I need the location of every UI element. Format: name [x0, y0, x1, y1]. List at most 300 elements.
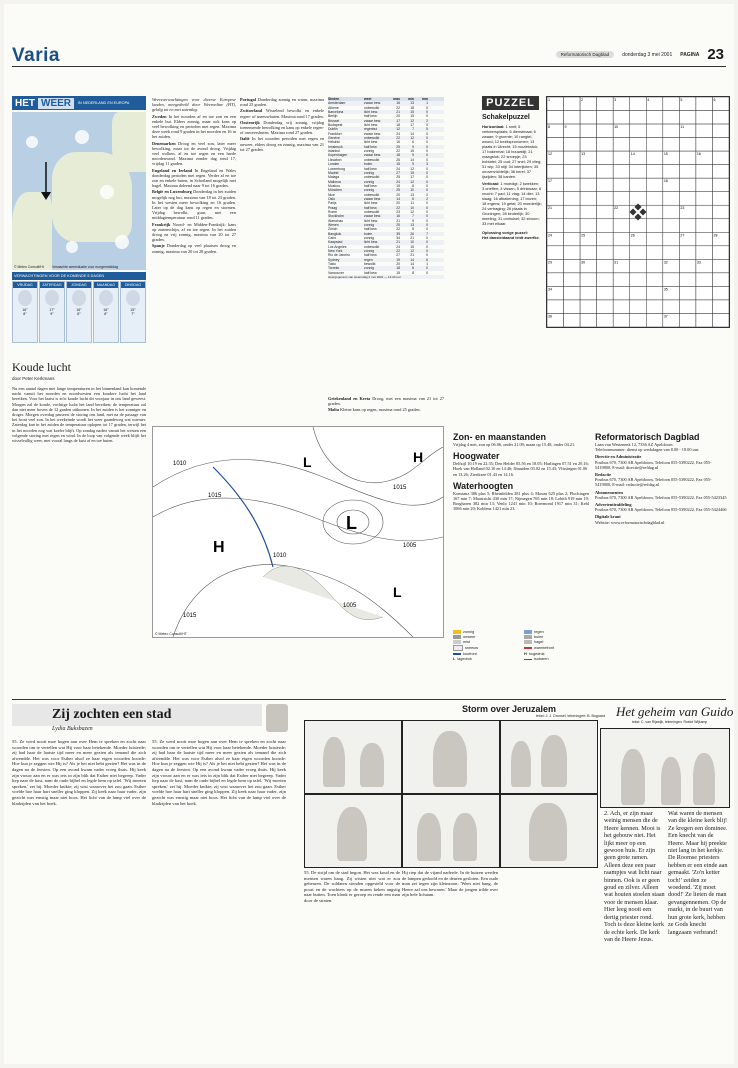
table-row: Cairo zonnig 34 21 0	[328, 236, 428, 240]
crossword-cell	[630, 138, 647, 152]
table-row: Luxemburg half bew. 24 12 0	[328, 166, 428, 171]
thunder-icon	[453, 635, 461, 639]
crossword-number: 35	[663, 287, 668, 292]
crossword-cell	[679, 286, 696, 300]
crossword-cell	[712, 273, 729, 287]
crossword-number: 12	[548, 152, 552, 157]
crossword-cell	[663, 205, 680, 219]
isobar-label: 1005	[403, 543, 417, 549]
sun-moon-title: Zon- en maanstanden	[453, 432, 547, 442]
crossword-cell	[564, 151, 581, 165]
crossword-cell	[679, 259, 696, 273]
table-row: Istanbul zonnig 22 15 0	[328, 149, 428, 154]
table-row: Nice onbewolkt 20 13 0	[328, 192, 428, 197]
table-row: Oslo zwaar bew. 14 6 2	[328, 197, 444, 201]
crossword-cell	[663, 97, 683, 111]
table-row: Praag half bew. 22 10 0	[328, 206, 444, 210]
crossword-cell	[646, 259, 663, 273]
weather-brand	[12, 96, 146, 110]
crossword-cell	[580, 286, 597, 300]
section-title: Varia	[12, 45, 60, 66]
crossword-number: 9	[564, 125, 567, 130]
crossword-cell	[547, 111, 564, 125]
table-row: Rome onbewolkt 23 12 0	[328, 209, 428, 214]
crossword-cell	[613, 111, 630, 125]
weather-brand-het: HET	[15, 97, 35, 109]
crossword-cell	[646, 300, 663, 314]
crossword-number: 22	[614, 206, 619, 211]
isobar-label: 1010	[273, 553, 287, 559]
crossword-cell	[712, 124, 729, 138]
crossword-cell	[712, 286, 729, 300]
table-row: Kaapstad licht bew. 21 10 0	[328, 240, 444, 244]
weather-icon	[126, 290, 140, 306]
crossword-cell	[712, 138, 729, 152]
guido-verse-2: Wat waren de mensen van die kleine kerk blij! Ze kregen een dominee. Een knecht van de Heere. Maar hij preekte niet lang in het kerkje. De Roomse priesters hebben er een einde aan gemaakt. 'Zo'n ketter toch!' zeiden ze woedend. 'Zij moet dood!' Ze lieten de man gevangennemen. Op de markt, in de buurt van hun grote kerk, hebben ze Gods knecht langzaam verbrand!	[668, 810, 728, 936]
crossword-svg	[547, 97, 729, 327]
crossword-cell	[564, 300, 581, 314]
table-row: Vancouver half bew. 15 8 0	[328, 270, 428, 275]
crossword-cell	[646, 232, 663, 246]
crossword-number: 11	[680, 125, 685, 130]
table-row: Budapest licht bew. 18 17 0	[328, 123, 428, 128]
low-pressure-label: L	[393, 584, 402, 600]
weather-symbol-cloud	[66, 241, 78, 253]
crossword-cell	[696, 232, 713, 246]
crossword-cell	[630, 246, 647, 260]
crossword-cell	[597, 313, 614, 327]
crossword-cell	[696, 219, 713, 233]
crossword-cell	[696, 205, 713, 219]
crossword-cell	[663, 111, 680, 125]
crossword-cell	[564, 246, 581, 260]
crossword-cell	[696, 286, 713, 300]
storm-headline: Storm over Jeruzalem	[462, 704, 557, 714]
guido-verse-1: 2. Ach, er zijn maar weinig mensen die de Heere kennen. Mooi is het gebouw niet. Het lijkt meer op een gewoon huis. Er zijn geen grote ramen. Alleen deze een paar raampjes wat licht naar binnen. Ook is er geen goud en zilver. Alleen wat houten stoelen staan voor de mensen klaar. Hier leeg nooit een dertig priester rond. Toch is deze kleine kerk de echte kerk. De kerk van de Heere Jezus.	[604, 810, 665, 943]
crossword-number: 4	[647, 98, 650, 102]
crossword-cell	[597, 178, 614, 192]
newspaper-page	[4, 4, 734, 1064]
table-row: Mallorca zonnig 24 12 0	[328, 180, 444, 184]
section-divider	[12, 699, 726, 700]
crossword-cell	[663, 219, 680, 233]
crossword-cell	[564, 165, 581, 179]
puzzle-title: Schakelpuzzel	[482, 114, 530, 121]
crossword-cell	[564, 273, 581, 287]
low-pressure-label: L	[346, 513, 357, 533]
crossword-cell	[663, 165, 680, 179]
table-row: Toronto zonnig 18 6 0	[328, 266, 444, 270]
crossword-cell	[679, 246, 696, 260]
crossword-cell	[712, 259, 729, 273]
legend-item: sneeuw	[453, 645, 518, 651]
waterhoogten-title: Waterhoogten	[453, 480, 514, 491]
weather-symbol-cloud	[75, 130, 89, 144]
crossword-cell	[580, 165, 597, 179]
colophon: Reformatorisch Dagblad Laan van Westenenk 12, 7336 AZ Apeldoorn Telefoonnummer: dienst op werkdagen van 8.00 - 18.00 uur. Directie en Administratie Postbus 670, 7300 AR Apeldoorn, Telefoon 055-5390222, Fax 055-5419800, E-mail: directie@refdag.nl Redactie Postbus 670, 7300 AR Apeldoorn, Telefoon 055-5390222, Fax 055-5419800, E-mail: redactie@refdag.nl Abonnementen Postbus 670, 7300 AR Apeldoorn, Telefoon 055-5390222, Fax 055-5423345 Advertentieafdeling Postbus 670, 7300 AR Apeldoorn, Telefoon 055-5390222, Fax 055-5424466 Digitale krant Website: www.reformatorischdagblad.nl	[595, 432, 727, 525]
isobar-line	[153, 460, 443, 506]
crossword-cell	[696, 165, 713, 179]
header-date: donderdag 3 mei 2001	[622, 51, 673, 58]
crossword-cell	[646, 273, 663, 287]
crossword-cell	[696, 178, 713, 192]
crossword-number: 18	[663, 179, 668, 184]
crossword-cell	[646, 205, 663, 219]
weather-brand-subtitle: IN NEDERLAND EN EUROPA	[78, 101, 130, 105]
weather-symbol-cloud	[115, 235, 129, 249]
crossword-cell	[630, 111, 647, 125]
guido-credit: tekst: C. van Rijswijk, tekeningen: Roelof Wijkamp	[632, 720, 708, 724]
crossword-cell	[630, 124, 647, 138]
crossword-cell	[580, 124, 597, 138]
crossword-cell	[597, 165, 614, 179]
crossword-number: 36	[548, 314, 552, 319]
crossword-cell	[696, 313, 713, 327]
colophon-title: Reformatorisch Dagblad	[595, 432, 700, 442]
crossword-number: 5	[680, 98, 683, 102]
table-row: Dublin regenbui 12 7 5	[328, 127, 444, 131]
crossword-number: 37	[663, 314, 668, 319]
comic-panel	[500, 720, 598, 794]
legend-item: isobaren	[524, 657, 589, 661]
crossword-cell	[564, 178, 581, 192]
crossword-cell	[580, 138, 597, 152]
crossword-cell	[646, 178, 663, 192]
table-row: Warschau licht bew. 21 9 0	[328, 218, 428, 223]
comic-panel	[402, 794, 500, 868]
comic-panel	[304, 794, 402, 868]
crossword-cell	[580, 300, 597, 314]
table-header: Steden weer max min mm	[328, 97, 444, 101]
crossword-cell	[613, 151, 630, 165]
crossword-cell	[679, 192, 696, 206]
crossword-cell	[564, 259, 581, 273]
weather-icon	[45, 290, 59, 306]
crossword-cell	[613, 192, 630, 206]
crossword-cell	[696, 97, 716, 111]
crossword-number: 16	[696, 152, 701, 157]
map-legend	[453, 630, 589, 686]
table-row: Moskou half bew. 15 8 0	[328, 183, 428, 188]
crossword-cell	[613, 232, 630, 246]
crossword-cell	[613, 165, 630, 179]
table-row: Madrid zonnig 27 15 0	[328, 171, 444, 175]
legend-item: hagel	[524, 640, 589, 644]
crossword-cell	[712, 178, 729, 192]
crossword-cell	[580, 192, 597, 206]
crossword-cell	[696, 111, 713, 125]
crossword-cell	[597, 205, 614, 219]
crossword-cell	[580, 111, 597, 125]
cold-front-icon	[453, 653, 461, 655]
crossword-cell	[646, 138, 663, 152]
crossword-cell	[712, 313, 729, 327]
crossword-grid[interactable]	[546, 96, 730, 328]
legend-item: onweer	[453, 635, 518, 639]
forecast-day: ZONDAG 16° 8°	[66, 281, 92, 343]
crossword-cell	[712, 205, 729, 219]
isobar-line	[153, 498, 443, 541]
legend-item: H hogedruk	[524, 652, 545, 656]
crossword-number: 10	[614, 125, 619, 130]
sun-moon-text: Vrijdag 4 mei, zon op 06.06, onder 21.09; maan op 15.48, onder 04.21.	[453, 442, 576, 447]
pressure-map-svg	[153, 427, 443, 637]
crossword-number: 6	[713, 98, 716, 102]
guido-illustration	[600, 728, 730, 808]
table-row: New York zonnig 22 12 0	[328, 249, 444, 253]
europe-forecast-col1: Weersverwachtingen voor diverse Europese landen, meegedeeld door Weeronline (HT), geldig tot en met zaterdag. Zweden In het noorden af en toe zon en een enkele bui. Elders zonnig, maar ook kans op veel bewolking en perioden met regen. Maxima deze week rond 9 graden in het noorden en 16 in het zuiden. Denemarken Droog en veel zon, later meer bewolking, maar tot de avond droog. Vrijdag veel wolken, af en toe regen en een harde noordenwind. Maxima zonder dag rond 17, vrijdag 11 graden. Engeland en Ierland In Engeland en Wales donderdag perioden met regen. Verder af en toe zon en enkele buien, in Schotland mogelijk met hagel. Maxima daleend naar 9 tot 16 graden. België en Luxemburg Donderdag in het zuiden mogelijk nog bui, maxima van 18 tot 23 graden. In het westen meer bewolking en 16 graden. Later op de dag kans op regen en stormen. Vrijdag bewolkt, guur, met een middagtemperatuur rond 11 graden. Frankrijk Noord- en Midden-Frankrijk: kans op zonneschijn, af en toe regen. In het zuiden droog en vrij zonnig, maxima van 20 tot 27 graden. Spanje Donderdag op veel plaatsen droog en zonnig, maxima van 20 tot 28 graden.	[152, 97, 236, 254]
table-row: Sydney regen 19 14 6	[328, 258, 444, 262]
crossword-cell	[613, 313, 630, 327]
storm-text-col1: 55. De strijd om de stad begon. Het was koud en de mensen waren bang. Zij wisten niet wat er zou gebeuren. De soldaten stonden opgesteld voor de poort en de wachters op de muren keken angstig naar buiten. Toen klonk er geroep en rende een man door de straten.	[304, 870, 400, 903]
bigmap-credit: © Meteo Consult/HT	[155, 632, 187, 636]
puzzle-brand: PUZZEL	[482, 96, 539, 110]
crossword-cell	[679, 300, 696, 314]
crossword-cell	[580, 246, 597, 260]
crossword-cell	[630, 259, 647, 273]
weather-icon	[99, 290, 113, 306]
crossword-cell	[712, 111, 729, 125]
hoogwater-text: Delfzijl 10.19 en 22.35; Den Helder 05.56 en 18.05; Harlingen 07.51 en 20.16; Hoek van Holland 02.10 en 14.46; IJmuiden 03.02 en 15.43; Vlissingen 01.06 en 13.26; Zierikzee 01.43 en 14.16.	[453, 461, 589, 477]
table-row: Brussel zwaar bew. 17 12 2	[328, 119, 444, 123]
crossword-cell	[712, 192, 729, 206]
crossword-cell	[597, 286, 614, 300]
legend-item: koufront	[453, 652, 518, 656]
isobar-label: 1015	[208, 493, 222, 499]
crossword-cell	[564, 97, 584, 111]
legend-item: regen	[524, 630, 589, 634]
crossword-cell	[597, 300, 614, 314]
forecast-day: DINSDAG 15° 7°	[120, 281, 146, 343]
website-link[interactable]: Website: www.reformatorischdagblad.nl	[595, 519, 665, 525]
crossword-cell	[679, 165, 696, 179]
hoogwater-title: Hoogwater	[453, 451, 500, 462]
crossword-cell	[646, 111, 663, 125]
sun-moon-block	[453, 432, 589, 622]
crossword-cell	[663, 192, 680, 206]
crossword-number: 29	[548, 260, 552, 265]
crossword-cell	[712, 246, 729, 260]
koude-lucht-headline: Koude lucht	[12, 360, 71, 374]
europe-forecast-col2: Portugal Donderdag zonnig en warm, maxima rond 25 graden. Zwitserland Wisselend bewolkt en enkele regen- of sneeuwbuien. Maxima rond 17 graden. Oostenrijk Donderdag vrij zonnig, vrijdag toenemende bewolking en kans op enkele regen- of onweersbuien. Maxima rond 27 graden. Italië In het noorden perioden met regen en onweer, elders droog en zonnig, maxima van 21 tot 27 graden.	[240, 97, 324, 152]
newspaper-logo: Reformatorisch Dagblad	[556, 51, 615, 58]
table-row: Londen buien 15 9 3	[328, 162, 444, 166]
table-title: weergegevens van woensdag 2 mei 2001 — 14.00 uur	[328, 275, 444, 279]
isobar-line	[313, 427, 443, 483]
crossword-number: 13	[581, 152, 586, 157]
crossword-cell	[564, 192, 581, 206]
isobar-icon	[524, 659, 532, 660]
crossword-cell	[679, 138, 696, 152]
crossword-cell	[580, 219, 597, 233]
crossword-cell	[597, 246, 614, 260]
high-pressure-icon: H	[524, 652, 527, 656]
crossword-number: 15	[663, 152, 668, 157]
crossword-cell	[712, 151, 729, 165]
crossword-cell	[630, 219, 647, 233]
crossword-cell	[696, 246, 713, 260]
table-row: Genève onbewolkt 22 12 0	[328, 136, 444, 140]
crossword-cell	[613, 286, 630, 300]
temperature-table	[328, 97, 444, 279]
puzzle-clues: Horizontaal: 1 smit; 5 verkeersplaats; 6 dienstmaal; 6 zwaan; 9 groente; 10 rangtel-woord; 12 bezitspronomen; 13 plaats in Utrecht; 15 muziekstuk; 17 bakermat; 18 bouwstijl; 21 vraagstuk; 22 snoepje; 23 bobtafel; 25 oud; 27 snel; 29 vlieg; 31 wip; 33 stijl; 34 loterijloten; 35 onoverzichtelijk; 36 kerel; 37 ijszijden; 38 kanten. Verticaal: 1 moedigt; 2 kwekken; 3 oneffen; 4 vissen; 5 drinkwaar; 6 vrucht; 7 pad; 11 vlag; 14 dier; 13 slaag; 16 afbakening; 17 boven; 18 ergens; 19 getal; 20 moederlijk; 24 vertraging; 26 plaats in Groningen; 28 kinderlijk; 30 meeting; 31 omhulsel; 32 stroom; 33 met elkaar. Oplossing vorige puzzel: Het dansleidaand leidt zwerfke.	[482, 124, 542, 240]
forecast-day: ZATERDAG 17° 9°	[39, 281, 65, 343]
low-pressure-label: L	[303, 454, 312, 470]
warm-front-icon	[524, 647, 532, 649]
crossword-cell	[696, 124, 713, 138]
table-row: Helsinki licht bew. 16 6 0	[328, 140, 428, 145]
table-row: Stockholm zwaar bew. 16 7 0	[328, 214, 444, 218]
table-row: Parijs licht bew. 20 11 0	[328, 201, 428, 206]
author-photo	[266, 704, 288, 732]
legend-item: zonnig	[453, 630, 518, 634]
crossword-cell	[663, 232, 680, 246]
crossword-cell	[630, 313, 647, 327]
crossword-cell	[663, 246, 680, 260]
map-caption: Verwachte weersituatie voor morgenmiddag	[52, 265, 118, 269]
crossword-cell	[613, 273, 630, 287]
page-header-right	[556, 46, 724, 63]
zij-byline: Lydia Buksbazen	[52, 726, 93, 732]
table-row: Malaga onbewolkt 25 17 0	[328, 175, 428, 180]
crossword-number: 33	[696, 260, 701, 265]
crossword-cell	[580, 313, 597, 327]
weather-symbol-cloud	[26, 136, 38, 148]
isobar-label: 1005	[343, 603, 357, 609]
guido-headline: Het geheim van Guido	[616, 704, 734, 719]
horizontal-clues: 1 smit; 5 verkeersplaats; 6 dienstmaal; 6 zwaan; 9 groente; 10 rangtel-woord; 12 bezitspronomen; 13 plaats in Utrecht; 15 muziekstuk; 17 bakermat; 18 bouwstijl; 21 vraagstuk; 22 snoepje; 23 bobtafel; 25 oud; 27 snel; 29 vlieg; 31 wip; 33 stijl; 34 loterijloten; 35 onoverzichtelijk; 36 kerel; 37 ijszijden; 38 kanten.	[482, 124, 542, 179]
low-pressure-icon: L	[453, 657, 456, 661]
crossword-cell	[564, 313, 581, 327]
weather-symbol-cloud	[100, 185, 114, 199]
forecast-header: VERWACHTINGEN VOOR DE KOMENDE 5 DAGEN	[12, 272, 146, 280]
crossword-cell	[597, 124, 614, 138]
crossword-number: 32	[663, 260, 668, 265]
crossword-cell	[580, 273, 597, 287]
crossword-cell	[646, 246, 663, 260]
crossword-cell	[663, 138, 680, 152]
crossword-cell	[613, 246, 630, 260]
europe-forecast-col3: Griekenland en Kreta Droog, met een maxima van 21 tot 27 graden. Malta Kleine kans op regen, maxima rond 25 graden.	[328, 396, 444, 413]
hail-icon	[524, 640, 532, 644]
crossword-cell	[696, 273, 713, 287]
high-pressure-label: H	[213, 539, 225, 556]
crossword-number: 34	[548, 287, 552, 292]
crossword-cell	[712, 165, 729, 179]
table-row: Athene onbewolkt 22 18 0	[328, 105, 428, 110]
puzzle-answer: Het dansleidaand leidt zwerfke.	[482, 235, 540, 240]
crossword-cell	[597, 138, 614, 152]
crossword-cell	[679, 151, 696, 165]
table-row: München zonnig 25 10 0	[328, 188, 444, 192]
crossword-number: 31	[614, 260, 619, 265]
crossword-cell	[547, 300, 564, 314]
crossword-cell	[663, 300, 680, 314]
header-rule	[12, 66, 726, 67]
forecast-day: VRIJDAG 16° 8°	[12, 281, 38, 343]
crossword-number: 26	[630, 233, 635, 238]
comic-panel	[500, 794, 598, 868]
crossword-cell	[580, 178, 597, 192]
table-row: Zürich half bew. 22 8 0	[328, 227, 428, 232]
crossword-cell	[597, 273, 614, 287]
crossword-cell	[679, 273, 696, 287]
crossword-number: 28	[713, 233, 718, 238]
crossword-cell	[646, 165, 663, 179]
crossword-cell	[547, 246, 564, 260]
legend-item: L lagedruk	[453, 657, 472, 661]
crossword-cell	[696, 138, 713, 152]
crossword-cell	[646, 219, 663, 233]
table-row: Amsterdam zwaar bew. 16 13 1	[328, 101, 444, 105]
crossword-cell	[547, 273, 564, 287]
crossword-cell	[547, 192, 564, 206]
europe-pressure-map	[152, 426, 444, 638]
crossword-number: 8	[548, 125, 550, 130]
crossword-cell	[564, 205, 581, 219]
crossword-cell	[712, 219, 729, 233]
vertical-clues: 1 moedigt; 2 kwekken; 3 oneffen; 4 vissen; 5 drinkwaar; 6 vrucht; 7 pad; 11 vlag; 14 dier; 13 slaag; 16 afbakening; 17 boven; 18 ergens; 19 getal; 20 moederlijk; 24 vertraging; 26 plaats in Groningen; 28 kinderlijk; 30 meeting; 31 omhulsel; 32 stroom; 33 met elkaar.	[482, 181, 542, 226]
crossword-cell	[580, 205, 597, 219]
crossword-number: 27	[680, 233, 685, 238]
table-row: Los Angeles onbewolkt 24 15 0	[328, 244, 428, 249]
crossword-cell	[646, 192, 663, 206]
crossword-cell	[646, 151, 663, 165]
legend-item: mist	[453, 640, 518, 644]
crossword-cell	[630, 178, 647, 192]
crossword-number: 2	[581, 98, 584, 102]
crossword-cell	[613, 138, 630, 152]
crossword-number: 23	[680, 206, 685, 211]
shower-icon	[524, 635, 532, 639]
table-row: Frankfort zwaar bew. 24 14 0	[328, 131, 428, 136]
zij-article-col1: 55. Ze werd nooit moe hogen aan over Hem te spreken en zocht naar woorden om te vertellen wat Hij voor haar betekende. Moeder luisterde; zij had haar de laatste tijd meer en meer gezien als iemand die zich afwendde. Het was voor Esther alsof ze haar eigen woorden hoorde: Hoe kun je zeggen wie Hij is? Als je het niet hebt gezien? Het was in de dagen na de feesten. Op een avond kwam vader vroeg thuis. Hij keek zijn vrouw aan en er was iets in zijn blik dat Esther niet begreep. Vader liep naar de kast, nam de oude bijbel en legde hem op tafel. 'Wij moeten spreken,' zei hij. Moeder knikte; zij wist waarover het zou gaan. Esther voelde hoe haar hart sneller ging kloppen. Zij keek naar haar vader, zijn gezicht was ernstig maar niet boos. Het licht van de lamp viel over de bladzijden van het boek.	[12, 739, 146, 806]
weather-brand-weer: WEER	[38, 98, 74, 109]
crossword-cell	[679, 111, 696, 125]
table-row: Innsbruck half bew. 25 9 0	[328, 145, 444, 149]
isobar-label: 1010	[173, 461, 187, 467]
table-row: Wenen zonnig 25 13 0	[328, 223, 444, 227]
crossword-number: 3	[614, 98, 617, 102]
netherlands-weather-map	[12, 112, 146, 270]
crossword-cell	[712, 300, 729, 314]
crossword-cell	[630, 192, 647, 206]
zij-headline: Zij zochten een stad	[52, 707, 172, 722]
crossword-cell	[597, 192, 614, 206]
table-row: Barcelona licht bew. 21 15 0	[328, 110, 444, 114]
comic-panel	[402, 720, 500, 794]
crossword-cell	[696, 300, 713, 314]
crossword-cell	[630, 286, 647, 300]
crossword-cell	[597, 151, 614, 165]
crossword-cell	[646, 286, 663, 300]
crossword-cell	[679, 313, 696, 327]
crossword-cell	[597, 219, 614, 233]
crossword-number: 21	[548, 206, 552, 211]
crossword-cell	[564, 219, 581, 233]
crossword-cell	[547, 138, 564, 152]
wind-arrow-head	[41, 192, 51, 200]
crossword-cell	[679, 219, 696, 233]
crossword-cell	[564, 138, 581, 152]
forecast-day: MAANDAG 16° 8°	[93, 281, 119, 343]
crossword-cell	[663, 273, 680, 287]
table-row: Rio de Janeiro half bew. 27 21 0	[328, 253, 428, 258]
legend-item: warmtefront	[524, 645, 589, 651]
storm-credit: tekst: J. J. Dronsel, tekeningen: B. Boguard	[536, 714, 606, 718]
crossword-cell	[663, 124, 680, 138]
weather-icon	[18, 290, 32, 306]
